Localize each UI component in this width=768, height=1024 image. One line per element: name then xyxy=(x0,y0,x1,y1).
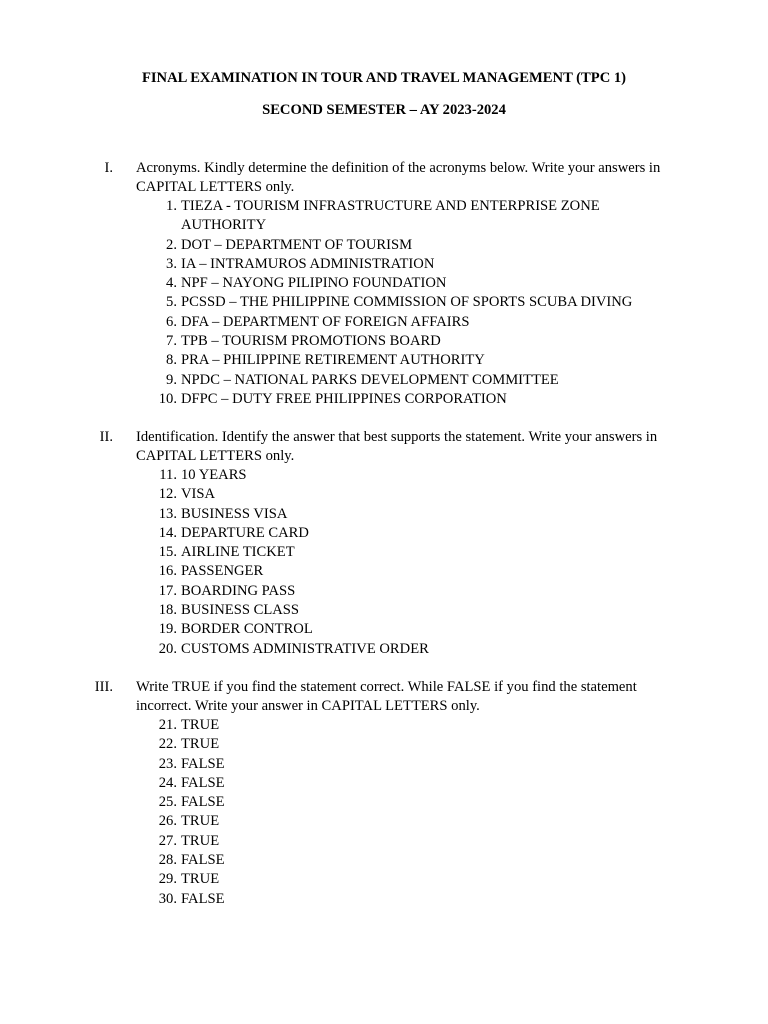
item-number: 30. xyxy=(158,890,177,907)
item-number: 16. xyxy=(158,563,177,580)
item-answer: CUSTOMS ADMINISTRATIVE ORDER xyxy=(181,640,429,657)
list-item xyxy=(0,716,768,735)
exam-title: FINAL EXAMINATION IN TOUR AND TRAVEL MANAGEMENT (TPC 1) xyxy=(141,70,627,86)
list-item xyxy=(0,524,768,543)
answer-list xyxy=(0,716,768,909)
list-item xyxy=(0,620,768,639)
item-answer: FALSE xyxy=(181,774,225,791)
list-item xyxy=(0,562,768,581)
item-number: 4. xyxy=(166,275,177,292)
item-answer: PCSSD – THE PHILIPPINE COMMISSION OF SPORTS SCUBA DIVING xyxy=(181,294,633,311)
item-answer: VISA xyxy=(181,486,216,503)
list-item xyxy=(0,466,768,485)
item-number: 20. xyxy=(158,640,177,657)
item-number: 17. xyxy=(158,582,177,599)
section-instruction: Identification. Identify the answer that best supports the statement. Write your answers in CAPITAL LETTERS only. xyxy=(136,429,658,464)
item-number: 15. xyxy=(158,544,177,561)
list-item xyxy=(0,293,768,312)
list-item xyxy=(0,255,768,274)
item-answer: DEPARTURE CARD xyxy=(181,524,309,541)
item-number: 22. xyxy=(158,736,177,753)
item-number: 29. xyxy=(158,871,177,888)
answer-list xyxy=(0,197,768,409)
item-answer: NPDC – NATIONAL PARKS DEVELOPMENT COMMITTEE xyxy=(181,371,559,388)
list-item xyxy=(0,332,768,351)
list-item xyxy=(0,793,768,812)
section-instruction: Acronyms. Kindly determine the definition of the acronyms below. Write your answers in CAPITAL LETTERS only. xyxy=(136,160,661,195)
item-number: 10. xyxy=(158,390,177,407)
list-item xyxy=(0,582,768,601)
list-item xyxy=(0,485,768,504)
list-item xyxy=(0,832,768,851)
item-answer: AIRLINE TICKET xyxy=(181,544,295,561)
list-item xyxy=(0,371,768,390)
item-answer: PRA – PHILIPPINE RETIREMENT AUTHORITY xyxy=(181,352,485,369)
list-item xyxy=(0,313,768,332)
list-item xyxy=(0,774,768,793)
list-item xyxy=(0,851,768,870)
item-answer: BUSINESS CLASS xyxy=(181,602,300,619)
item-answer: PASSENGER xyxy=(181,563,264,580)
item-answer: BOARDING PASS xyxy=(181,582,296,599)
item-number: 26. xyxy=(158,813,177,830)
list-item xyxy=(0,236,768,255)
item-answer: DOT – DEPARTMENT OF TOURISM xyxy=(181,236,413,253)
section-numeral: I. xyxy=(104,160,113,176)
list-item xyxy=(0,640,768,659)
list-item xyxy=(0,812,768,831)
item-number: 6. xyxy=(166,313,177,330)
list-item xyxy=(0,274,768,293)
item-number: 27. xyxy=(158,832,177,849)
item-number: 24. xyxy=(158,774,177,791)
list-item xyxy=(0,351,768,370)
item-answer: FALSE xyxy=(181,852,225,869)
item-answer: BUSINESS VISA xyxy=(181,505,288,522)
list-item xyxy=(0,870,768,889)
item-answer: TPB – TOURISM PROMOTIONS BOARD xyxy=(181,333,441,350)
list-item xyxy=(0,543,768,562)
item-answer: DFA – DEPARTMENT OF FOREIGN AFFAIRS xyxy=(181,313,470,330)
item-number: 21. xyxy=(158,717,177,733)
item-answer: 10 YEARS xyxy=(181,467,247,483)
section-numeral: III. xyxy=(94,679,113,695)
item-answer: IA – INTRAMUROS ADMINISTRATION xyxy=(181,255,435,272)
list-item xyxy=(0,890,768,909)
item-number: 18. xyxy=(158,602,177,619)
list-item xyxy=(0,755,768,774)
item-number: 11. xyxy=(159,467,177,483)
item-number: 5. xyxy=(166,294,177,311)
item-answer: FALSE xyxy=(181,755,225,772)
item-number: 9. xyxy=(166,371,177,388)
list-item xyxy=(0,390,768,409)
item-number: 14. xyxy=(158,524,177,541)
item-answer: TRUE xyxy=(181,832,220,849)
section-numeral: II. xyxy=(99,429,113,445)
answer-list xyxy=(0,466,768,659)
section-instruction: Write TRUE if you find the statement correct. While FALSE if you find the statement incorrect. Write your answer in CAPITAL LETTERS only. xyxy=(136,679,637,714)
item-number: 23. xyxy=(158,755,177,772)
item-answer: DFPC – DUTY FREE PHILIPPINES CORPORATION xyxy=(181,390,507,407)
list-item xyxy=(0,505,768,524)
item-number: 28. xyxy=(158,852,177,869)
item-answer: TIEZA - TOURISM INFRASTRUCTURE AND ENTERPRISE ZONE AUTHORITY xyxy=(181,198,600,234)
item-answer: TRUE xyxy=(181,813,220,830)
item-answer: TRUE xyxy=(181,736,220,753)
list-item xyxy=(0,601,768,620)
item-answer: FALSE xyxy=(181,794,225,811)
item-number: 25. xyxy=(158,794,177,811)
item-answer: NPF – NAYONG PILIPINO FOUNDATION xyxy=(181,275,447,292)
item-answer: TRUE xyxy=(181,717,220,733)
item-number: 2. xyxy=(166,236,177,253)
item-answer: FALSE xyxy=(181,890,225,907)
item-answer: TRUE xyxy=(181,871,220,888)
item-number: 7. xyxy=(166,333,177,350)
item-number: 19. xyxy=(158,621,177,638)
item-answer: BORDER CONTROL xyxy=(181,621,313,638)
item-number: 12. xyxy=(158,486,177,503)
exam-subtitle: SECOND SEMESTER – AY 2023-2024 xyxy=(262,102,506,118)
item-number: 13. xyxy=(158,505,177,522)
list-item xyxy=(0,197,768,236)
list-item xyxy=(0,735,768,754)
item-number: 8. xyxy=(166,352,177,369)
item-number: 3. xyxy=(166,255,177,272)
item-number: 1. xyxy=(166,198,177,214)
